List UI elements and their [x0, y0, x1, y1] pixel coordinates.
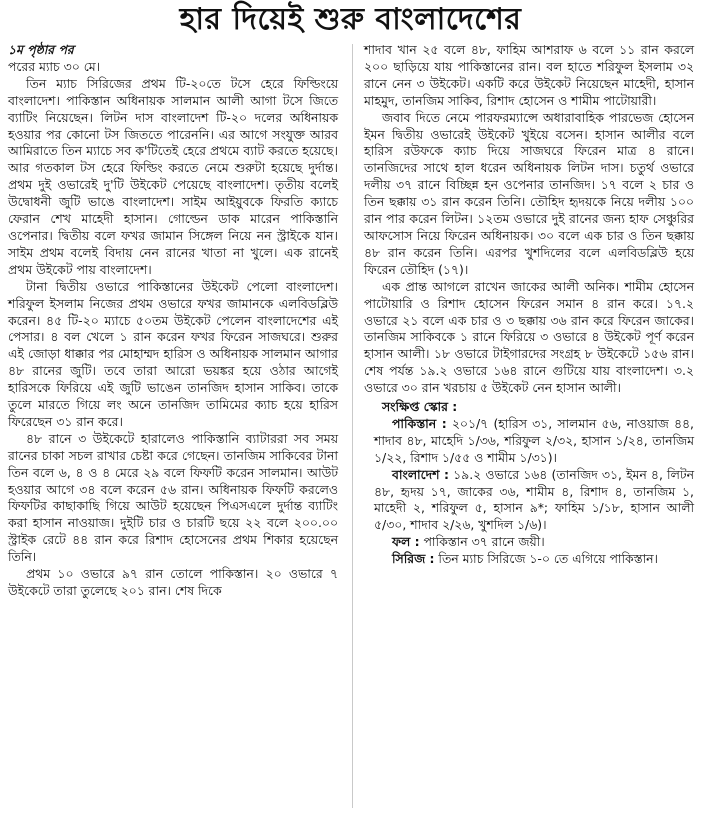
scorecard-heading: সংক্ষিপ্ত স্কোর :: [382, 399, 458, 415]
article-paragraph: জবাব দিতে নেমে পারফরম্যান্সে অধারাবাহিক পারভেজ হোসেন ইমন দ্বিতীয় ওভারেই উইকেট খুইয়ে বসেন। হাসান আলীর বলে হারিস রউফকে ক্যাচ দিয়ে সাজঘরে ফিরেন মাত্র ৪ রানে। তানজিদের সাথে হাল ধরেন অধিনায়ক লিটন দাস। চতুর্থ ওভারে দলীয় ৩৭ রানে বিচ্ছিন্ন হন ওপেনার তানজিদ। ১৭ বলে ২ চার ও তিন ছক্কায় ৩১ রান করেন তিনি। তৌহিদ হৃদয়কে নিয়ে দলীয় ১০০ রান পার করেন লিটন। ১২তম ওভারে দুই রানের জন্য হাফ সেঞ্চুরির আফসোস নিয়ে ফিরেন অধিনায়ক। ৩০ বলে এক চার ও তিন ছক্কায় ৪৮ রান করেন তিনি। এরপর খুশদিলের বলে এলবিডব্লিউ হয়ে ফিরেন তৌহিদ (১৭)।: [364, 109, 694, 277]
article-paragraph: ৪৮ রানে ৩ উইকেটে হারালেও পাকিস্তানি ব্যাটাররা সব সময় রানের চাকা সচল রাখার চেষ্টা করে গেছেন। তানজিম সাকিবের টানা তিন বলে ৬, ৪ ও ৪ মেরে ২৯ বলে ফিফটি করেন সালমান। আউট হওয়ার আগে ৩৪ বলে করেন ৫৬ রান। অধিনায়ক ফিফটি করলেও ফিফটির কাছাকাছি গিয়ে আউট হয়েছেন পিএসএলে দুর্দান্ত ব্যাটিং করা হাসান নাওয়াজ। দুইটি চার ও চারটি ছয়ে ২২ বলে ২০০.০০ স্ট্রাইক রেটে ৪৪ রান করে রিশাদ হোসেনের প্রথম শিকার হয়েছেন তিনি।: [8, 430, 338, 565]
article-paragraph: প্রথম ১০ ওভারে ৯৭ রান তোলে পাকিস্তান। ২০ ওভারে ৭ উইকেটে তারা তুলেছে ২০১ রান। শেষ দিকে: [8, 566, 338, 598]
match-result: [364, 534, 694, 551]
result-label: ফল :: [392, 534, 420, 550]
bangladesh-team-label: বাংলাদেশ :: [392, 466, 449, 482]
headline: হার দিয়েই শুরু বাংলাদেশের: [179, 2, 522, 37]
column-divider: [352, 44, 353, 808]
pakistan-team-label: পাকিস্তান :: [392, 415, 447, 431]
left-column: [8, 42, 338, 600]
series-label: সিরিজ :: [392, 551, 435, 567]
result-value: পাকিস্তান ৩৭ রানে জয়ী।: [423, 534, 545, 550]
continued-from-label: ১ম পৃষ্ঠার পর: [8, 42, 74, 57]
pakistan-score: ২০১/৭ (হারিস ৩১, সালমান ৫৬, নাওয়াজ ৪৪, শাদাব ৪৮, মাহেদি ১/৩৬, শরিফুল ২/৩২, হাসান ১/২৪, তানজিম ১/২২, রিশাদ ১/৫৫ ও শামীম ১/৩১)।: [374, 415, 694, 465]
article-paragraph: টানা দ্বিতীয় ওভারে পাকিস্তানের উইকেট পেলো বাংলাদেশ। শরিফুল ইসলাম নিজের প্রথম ওভারে ফখর জামানকে এলবিডব্লিউ করেন। ৪৫ টি-২০ ম্যাচে ৫০তম উইকেট পেলেন বাংলাদেশের এই পেসার। ৪ বল খেলে ১ রান করেন ফখর ফিরেন সাজঘরে। শুরুর এই জোড়া ধাক্কার পর মোহাম্মদ হারিস ও অধিনায়ক সালমান আগার ৪৮ রানের জুটি। তবে তারা আরো ভয়ঙ্কর হয়ে ওঠার আগেই হারিসকে ফিরিয়ে এই জুটি ভাঙেন তানজিদ হাসান সাকিব। তাকে তুলে মারতে গিয়ে লং অনে তানজিদ তামিমের ক্যাচ হয়ে হারিস ফিরেছেন ৩১ রান করে।: [8, 278, 338, 429]
series-status: [364, 551, 694, 568]
continued-from-line: [8, 42, 338, 59]
series-value: তিন ম্যাচ সিরিজে ১-০ তে এগিয়ে পাকিস্তান।: [438, 551, 658, 567]
article-paragraph: শাদাব খান ২৫ বলে ৪৮, ফাহিম আশরাফ ৬ বলে ১১ রান করলে ২০০ ছাড়িয়ে যায় পাকিস্তানের রান। বল হাতে শরিফুল ইসলাম ৩২ রানে নেন ৩ উইকেট। একটি করে উইকেট নিয়েছেন মাহেদী, হাসান মাহমুদ, তানজিম সাকিব, রিশাদ হোসেন ও শামীম পাটোয়ারী।: [364, 42, 694, 108]
scorecard-pakistan: [364, 416, 694, 467]
article-paragraph: পরের ম্যাচ ৩০ মে।: [8, 58, 101, 74]
article-paragraph: তিন ম্যাচ সিরিজের প্রথম টি-২০তে টসে হেরে ফিল্ডিংয়ে বাংলাদেশ। পাকিস্তান অধিনায়ক সালমান আলী আগা টসে জিতে ব্যাটিং নিয়েছেন। লিটন দাস বাংলাদেশ টি-২০ দলের অধিনায়ক হওয়ার পর কোনো টস জিততে পারেননি। এর আগে সংযুক্ত আরব আমিরাতে তিন ম্যাচে সব ক'টিতেই হেরে প্রথমে ব্যাট করতে হয়েছে। আর গতকাল টস হেরে ফিল্ডিং করতে নেমে শুরুটা হয়েছে দুর্দান্ত। প্রথম দুই ওভারেই দু'টি উইকেট পেয়েছে বাংলাদেশ। তৃতীয় বলেই উদ্বোধনী জুটি ভাঙে বাংলাদেশ। সাইম আইয়ুবকে ফিরতি ক্যাচে ফেরান শেখ মাহেদী হাসান। গোল্ডেন ডাক মারেন পাকিস্তানি ওপেনার। দ্বিতীয় বলে ফখর জামান সিঙ্গেল নিয়ে নন স্ট্রাইকে যান। সাইম প্রথম বলেই বিদায় নেন রানের খাতা না খুলে। এক রানেই প্রথম উইকেট পায় বাংলাদেশ।: [8, 75, 338, 277]
article-paragraph: এক প্রান্ত আগলে রাখেন জাকের আলী অনিক। শামীম হোসেন পাটোয়ারি ও রিশাদ হোসেন ফিরেন সমান ৪ রান করে। ১৭.২ ওভারে ২১ বলে এক চার ও ৩ ছক্কায় ৩৬ রান করে ফিরেন জাকের। তানজিম সাকিবকে ১ রানে ফিরিয়ে ৩ ওভারে ৪ উইকেট পূর্ণ করেন হাসান আলী। ১৮ ওভারে টাইগারদের সংগ্রহ ৮ উইকেটে ১৫৬ রান। শেষ পর্যন্ত ১৯.২ ওভারে ১৬৪ রানে গুটিয়ে যায় বাংলাদেশ। ৩.২ ওভারে ৩০ রান খরচায় ৫ উইকেট নেন হাসান আলী।: [364, 278, 694, 396]
bangladesh-score: ১৯.২ ওভারে ১৬৪ (তানজিদ ৩১, ইমন ৪, লিটন ৪৮, হৃদয় ১৭, জাকের ৩৬, শামীম ৪, রিশাদ ৪, তানজিম ১, মাহেদী ২, শরিফুল ৫, হাসান ৯*; ফাহিম ১/১৮, হাসান আলী ৫/৩০, শাদাব ২/২৬, খুশদিল ১/৬)।: [374, 466, 694, 533]
right-column: [364, 42, 694, 568]
scorecard-bangladesh: [364, 467, 694, 535]
